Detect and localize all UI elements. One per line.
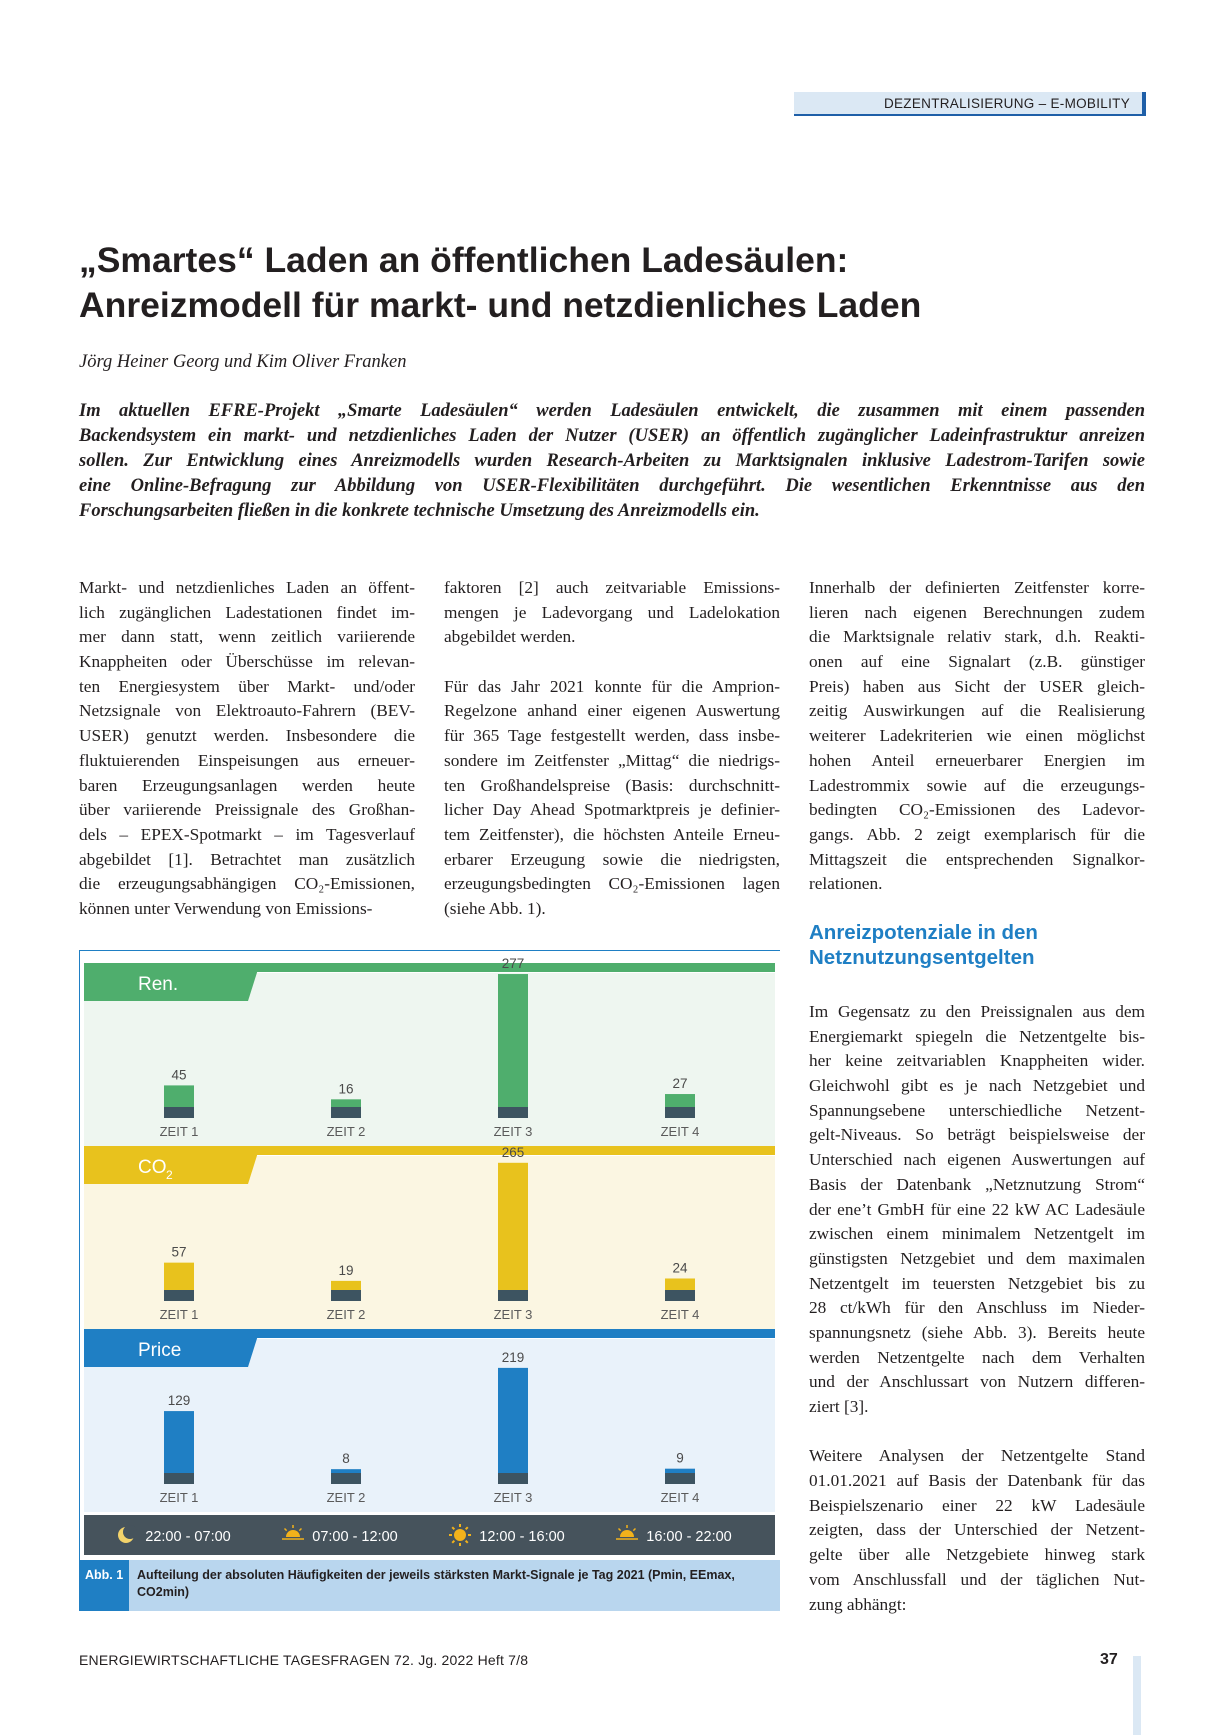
bar-base [164,1473,194,1484]
journal-footer: ENERGIEWIRTSCHAFTLICHE TAGESFRAGEN 72. Jg. 2022 Heft 7/8 [79,1652,529,1668]
bar-base [164,1107,194,1118]
text-line: fluktuierenden Einspeisungen aus erneuer- [79,750,415,770]
category-label: ZEIT 4 [660,1307,700,1322]
text-line: 01.01.2021 auf Basis der Datenbank für das [809,1471,1145,1491]
time-window-label: 07:00 - 12:00 [312,1529,398,1545]
bar-base [498,1107,528,1118]
text-line: Innerhalb der definierten Zeitfenster korre- [809,578,1145,597]
bar [665,1094,695,1107]
text-line: tem Zeitfenster), die höchsten Anteile Erneu- [444,824,780,844]
time-window-label: 22:00 - 07:00 [145,1529,231,1545]
series-name: Price [138,1340,182,1361]
body-column-1 [79,576,415,922]
text-line: können unter Verwendung von Emissions- [79,898,373,918]
text-line: Unterschied nach eigenen Auswertungen auf [809,1150,1145,1170]
text-line: onen auf eine Signalart (z.B. günstiger [809,652,1145,672]
bar [331,1099,361,1107]
text-line: weiterer Ladekriterien wie einen möglichst [809,726,1145,746]
text-line: spannungsnetz (siehe Abb. 3). Bereits heute [809,1322,1145,1342]
lead-line: Backendsystem ein markt- und netzdienliches Laden der Nutzer (USER) an öffentlich zugänglicher Ladeinfrastruktur anreizen [79,426,1145,446]
data-label: 16 [338,1081,354,1097]
section-tag [794,92,1146,116]
data-label: 219 [501,1349,525,1365]
series-name: CO [138,1157,167,1178]
panel-2 [84,1329,775,1512]
body-column-2 [444,576,780,922]
text-line: bedingten CO₂-Emissionen des Ladevor- [809,800,1145,820]
text-line: vom Anschlussfall und der täglichen Nut- [809,1569,1145,1589]
text-line: Netzentgelt im teuersten Netzgebiet bis zu [809,1273,1145,1293]
text-line: dels – EPEX-Spotmarkt – im Tagesverlauf [79,824,415,844]
text-line: abgebildet werden. [444,627,576,647]
category-label: ZEIT 1 [159,1307,199,1322]
category-label: ZEIT 2 [326,1124,366,1139]
text-line: lieren nach eigenen Berechnungen zudem [809,602,1145,622]
body-column-3-bottom [809,1000,1145,1617]
text-line: Preis) haben aus Sicht der USER gleich- [809,676,1145,696]
text-line: mer dann statt, wenn zeitlich variierende [79,627,415,647]
authors: Jörg Heiner Georg und Kim Oliver Franken [79,352,407,372]
article-title [79,238,1159,328]
text-line: Spannungsebene unterschiedliche Netzent- [809,1100,1145,1120]
bar-chart [80,951,781,1561]
text-line: zeigten, dass der Unterschied der Netzent- [809,1520,1145,1540]
heading-line: Netznutzungsentgelten [809,946,1035,969]
title-line: Anreizmodell für markt- und netzdienliches Laden [79,285,922,325]
bar-base [665,1290,695,1301]
panel-0 [84,956,775,1146]
figure-caption [79,1560,780,1611]
data-label: 57 [171,1244,187,1260]
data-label: 27 [672,1076,688,1092]
text-line: ziert [3]. [809,1397,869,1416]
text-line: Gleichwohl gibt es je nach Netzgebiet und [809,1076,1145,1096]
text-line: erbarer Erzeugung sowie die niedrigsten, [444,849,780,869]
text-line: die erzeugungsabhängigen CO₂-Emissionen, [79,874,415,894]
text-line: Knappheiten oder Überschüsse im relevan- [79,652,415,672]
category-label: ZEIT 3 [493,1124,533,1139]
data-label: 24 [672,1260,688,1276]
bar-base [331,1107,361,1118]
time-window-label: 12:00 - 16:00 [479,1529,565,1545]
bar [498,1368,528,1473]
text-line: (siehe Abb. 1). [444,898,546,918]
heading-line: Anreizpotenziale in den [809,921,1038,944]
category-label: ZEIT 2 [326,1490,366,1505]
text-line: gelt-Niveaus. So beträgt beispielsweise der [809,1125,1145,1145]
text-line: Für das Jahr 2021 konnte für die Amprion- [444,676,780,696]
bar-base [164,1290,194,1301]
category-label: ZEIT 1 [159,1490,199,1505]
bar-base [665,1473,695,1484]
caption-text: Aufteilung der absoluten Häufigkeiten der jeweils stärksten Markt-Signale je Tag 2021 (Pmin, EEmax, CO2min) [137,1568,735,1599]
text-line: Ladestrommix sowie auf die erzeugungs- [809,775,1145,795]
figure-label: Abb. 1 [79,1560,129,1611]
section-tag-text: DEZENTRALISIERUNG – E-MOBILITY [883,96,1130,111]
page-number: 37 [1100,1651,1118,1668]
text-line: Regelzone anhand einer eigenen Auswertung [444,701,780,721]
series-name-subscript: 2 [166,1168,173,1182]
category-label: ZEIT 3 [493,1490,533,1505]
data-label: 8 [342,1451,350,1467]
data-label: 9 [676,1450,684,1466]
sun-core [454,1529,466,1541]
text-line: günstigsten Netzgebiet und dem maximalen [809,1248,1145,1268]
text-line: für 365 Tage festgestellt werden, dass insbe- [444,726,780,746]
text-line: gelte über alle Netzgebiete hinweg stark [809,1545,1145,1565]
bar [498,1163,528,1290]
lead-line: eine Online-Befragung zur Abbildung von USER-Flexibilitäten durchgeführt. Die wesentlichen Erkenntnisse aus den [79,476,1145,496]
text-line: hohen Anteil erneuerbarer Energien im [809,750,1145,770]
bar [331,1469,361,1473]
body-column-3-top [809,576,1145,897]
text-line: zeitig Auswirkungen auf die Realisierung [809,701,1145,721]
text-line: und der Anschlussart von Nutzern differen- [809,1372,1145,1392]
bar [164,1411,194,1473]
text-line: ten Energiesystem über Markt- und/oder [79,676,415,696]
time-window-bar [84,1515,775,1555]
text-line: Netzsignale von Elektroauto-Fahrern (BEV- [79,701,415,721]
text-line: werden Netzentgelte nach dem Verhalten [809,1347,1145,1367]
lead-line: Im aktuellen EFRE-Projekt „Smarte Ladesäulen“ werden Ladesäulen entwickelt, die zusammen mit einem passenden [79,401,1145,421]
lead-line: Forschungsarbeiten fließen in die konkrete technische Umsetzung des Anreizmodells ein. [79,501,760,521]
bar-base [331,1290,361,1301]
panel-1 [84,1145,775,1329]
text-line: relationen. [809,874,883,894]
text-line: baren Erzeugungsanlagen werden heute [79,775,415,795]
lead-paragraph [79,399,1145,524]
bar-base [498,1290,528,1301]
text-line: her keine zeitvariablen Knappheiten wider. [809,1051,1145,1071]
category-label: ZEIT 4 [660,1490,700,1505]
text-line: Markt- und netzdienliches Laden an öffent- [79,578,415,597]
bar-base [498,1473,528,1484]
text-line: licher Day Ahead Spotmarktpreis je definier- [444,800,780,820]
text-line: mengen je Ladevorgang und Ladelokation [444,602,780,622]
category-label: ZEIT 2 [326,1307,366,1322]
data-label: 265 [501,1144,525,1160]
text-line: 28 ct/kWh für den Anschluss im Nieder- [809,1298,1145,1318]
text-line: zwischen einem minimalem Netzentgelt im [809,1224,1145,1244]
side-decoration-bar [1133,1656,1141,1735]
section-heading [809,920,1038,970]
bar [665,1278,695,1290]
bar-base [665,1107,695,1118]
text-line: über variierende Preissignale des Großhan- [79,800,415,820]
text-line: der ene’t GmbH für eine 22 kW AC Ladesäule [809,1199,1145,1219]
data-label: 277 [501,956,525,972]
category-label: ZEIT 3 [493,1307,533,1322]
text-line: sondere im Zeitfenster „Mittag“ die niedrigs- [444,750,780,770]
category-label: ZEIT 4 [660,1124,700,1139]
text-line: abgebildet [1]. Betrachtet man zusätzlich [79,849,415,869]
text-line: faktoren [2] auch zeitvariable Emissions- [444,578,780,597]
bar [498,974,528,1107]
text-line: Basis der Datenbank „Netznutzung Strom“ [809,1174,1145,1194]
text-line: ten Großhandelspreise (Basis: durchschnitt- [444,775,780,795]
text-line: Im Gegensatz zu den Preissignalen aus dem [809,1002,1145,1021]
lead-line: sollen. Zur Entwicklung eines Anreizmodells wurden Research-Arbeiten zu Marktsignalen inklusive Ladestrom-Tarifen sowie [79,451,1145,471]
text-line: zung abhängt: [809,1594,907,1614]
time-window-label: 16:00 - 22:00 [646,1529,732,1545]
bar [331,1281,361,1290]
bar [665,1469,695,1473]
title-line: „Smartes“ Laden an öffentlichen Ladesäulen: [79,240,849,280]
data-label: 19 [338,1262,354,1278]
text-line: Weitere Analysen der Netzentgelte Stand [809,1446,1145,1466]
bar [164,1263,194,1290]
figure-1 [79,950,780,1560]
data-label: 45 [171,1067,187,1083]
text-line: Energiemarkt spiegeln die Netzentgelte bis- [809,1026,1145,1046]
text-line: Mittagszeit die entsprechenden Signalkor- [809,849,1145,869]
text-line: gangs. Abb. 2 zeigt exemplarisch für die [809,824,1145,844]
moon-cutout [123,1525,137,1539]
category-label: ZEIT 1 [159,1124,199,1139]
data-label: 129 [167,1393,191,1409]
bar [164,1085,194,1107]
text-line: die Marktsignale relativ stark, d.h. Reakti- [809,627,1145,647]
text-line: Beispielszenario einer 22 kW Ladesäule [809,1495,1145,1515]
series-name: Ren. [138,974,179,995]
text-line: lich zugänglichen Ladestationen findet im- [79,602,415,622]
text-line: USER) genutzt werden. Insbesondere die [79,726,415,746]
bar-base [331,1473,361,1484]
text-line: erzeugungsbedingten CO₂-Emissionen lagen [444,874,780,894]
